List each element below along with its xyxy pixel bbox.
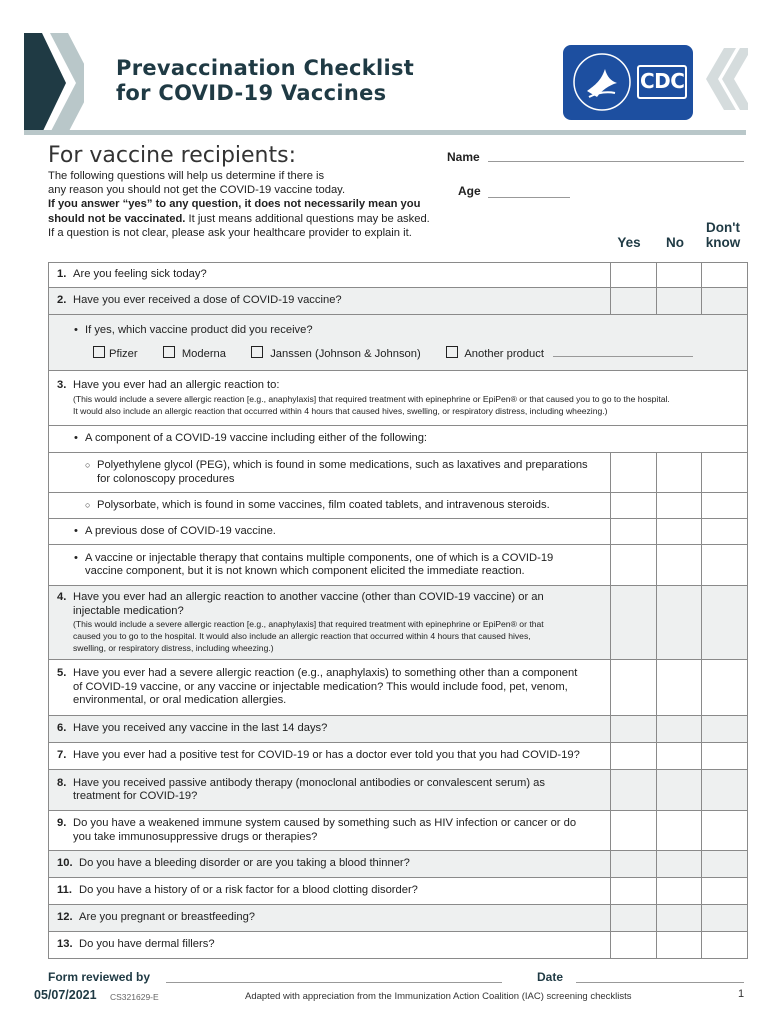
question-11: Do you have a history of or a risk factor for a blood clotting disorder? — [79, 884, 418, 897]
q8-dontknow-box[interactable] — [702, 770, 748, 811]
cdc-logo-text: CDC — [640, 69, 685, 93]
q2-dontknow-box[interactable] — [702, 288, 748, 315]
table-row: 5. Have you ever had a severe allergic reaction (e.g., anaphylaxis) to something other than a component of COVID-19 vaccine, or any vaccine or injectable medication? This would include food, pet, venom, environmental, or oral medication allergies. — [49, 660, 748, 716]
age-label: Age — [458, 184, 481, 198]
option-janssen[interactable]: Janssen (Johnson & Johnson) — [251, 346, 421, 362]
vaccine-product-options — [93, 346, 739, 362]
q6-no-box[interactable] — [657, 716, 702, 743]
age-field[interactable] — [488, 196, 570, 198]
date-field[interactable] — [576, 981, 744, 983]
checkbox-icon — [93, 346, 105, 358]
q4-no-box[interactable] — [657, 586, 702, 660]
q5-yes-box[interactable] — [611, 660, 657, 716]
q11-dontknow-box[interactable] — [702, 878, 748, 905]
q3b-dontknow-box[interactable] — [702, 519, 748, 545]
q3b-no-box[interactable] — [657, 519, 702, 545]
q5-no-box[interactable] — [657, 660, 702, 716]
q4-dontknow-box[interactable] — [702, 586, 748, 660]
page-title — [116, 56, 414, 106]
col-yes: Yes — [617, 235, 641, 250]
table-row: 6. Have you received any vaccine in the last 14 days? — [49, 716, 748, 743]
intro-bold: If you answer “yes” to any question, it does not necessarily mean you should not be vaccinated. — [48, 198, 421, 225]
checkbox-icon — [163, 346, 175, 358]
question-3-note-2: It would also include an allergic reaction that occurred within 4 hours that caused hives, swelling, or respiratory distress, including wheezing.) — [73, 405, 608, 416]
q13-no-box[interactable] — [657, 932, 702, 959]
q11-no-box[interactable] — [657, 878, 702, 905]
q12-yes-box[interactable] — [611, 905, 657, 932]
table-row: 3. Have you ever had an allergic reaction to: (This would include a severe allergic reaction [e.g., anaphylaxis] that required treatment with epinephrine or EpiPen® or that caused you to go to the hospital. It would also include an allergic reaction that occurred within 4 hours that caused hives, swelling, or respiratory distress, including wheezing.) — [49, 371, 748, 426]
question-6: Have you received any vaccine in the last 14 days? — [73, 722, 328, 735]
q9-yes-box[interactable] — [611, 811, 657, 851]
col-dont-know-2: know — [705, 235, 741, 250]
table-row: 9. Do you have a weakened immune system caused by something such as HIV infection or cancer or do you take immunosuppressive drugs or therapies? — [49, 811, 748, 851]
question-4: Have you ever had an allergic reaction to another vaccine (other than COVID-19 vaccine) or an injectable medication? — [73, 591, 544, 617]
question-13: Do you have dermal fillers? — [79, 938, 215, 951]
checkbox-icon — [251, 346, 263, 358]
intro-paragraph — [48, 197, 458, 225]
q10-yes-box[interactable] — [611, 851, 657, 878]
reviewed-by-field[interactable] — [166, 981, 502, 983]
col-dont-know — [700, 220, 746, 250]
checkbox-icon — [446, 346, 458, 358]
form-code: CS321629-E — [110, 992, 159, 1002]
q4-yes-box[interactable] — [611, 586, 657, 660]
footer-credit: Adapted with appreciation from the Immunization Action Coalition (IAC) screening checklists — [245, 991, 632, 1002]
table-row: 4. Have you ever had an allergic reaction to another vaccine (other than COVID-19 vaccine) or an injectable medication? (This would include a severe allergic reaction [e.g., anaphylaxis] that required treatment with epinephrine or EpiPen® or that caused you to go to the hospital. It would also include an allergic reaction that occurred within 4 hours that caused hives, swelling, or respiratory distress, including wheezing.) — [49, 586, 748, 660]
table-row: 1. Are you feeling sick today? — [49, 263, 748, 288]
q10-no-box[interactable] — [657, 851, 702, 878]
table-row: 2. Have you ever received a dose of COVID-19 vaccine? — [49, 288, 748, 315]
q3c-no-box[interactable] — [657, 545, 702, 586]
recipients-intro — [48, 169, 458, 240]
title-line-1: Prevaccination Checklist — [116, 56, 415, 80]
question-4-note-2: caused you to go to the hospital. It would also include an allergic reaction that occurred within 4 hours that caused hives, — [73, 631, 531, 641]
table-row — [49, 315, 748, 371]
question-9: Do you have a weakened immune system caused by something such as HIV infection or cancer or do you take immunosuppressive drugs or therapies? — [73, 817, 577, 843]
recipients-heading: For vaccine recipients: — [48, 143, 297, 168]
table-row: 11. Do you have a history of or a risk factor for a blood clotting disorder? — [49, 878, 748, 905]
table-row — [49, 493, 748, 519]
q3a1-no-box[interactable] — [657, 453, 702, 493]
q3a2-no-box[interactable] — [657, 493, 702, 519]
q9-no-box[interactable] — [657, 811, 702, 851]
q7-dontknow-box[interactable] — [702, 743, 748, 770]
col-no: No — [666, 235, 684, 250]
question-3a: • A component of a COVID-19 vaccine including either of the following: — [85, 432, 427, 444]
q13-dontknow-box[interactable] — [702, 932, 748, 959]
table-row: 8. Have you received passive antibody therapy (monoclonal antibodies or convalescent serum) as treatment for COVID-19? — [49, 770, 748, 811]
question-4-note-3: swelling, or respiratory distress, including wheezing.) — [73, 643, 274, 653]
q10-dontknow-box[interactable] — [702, 851, 748, 878]
form-reviewed-label: Form reviewed by — [48, 970, 151, 984]
q7-yes-box[interactable] — [611, 743, 657, 770]
q5-dontknow-box[interactable] — [702, 660, 748, 716]
q1-no-box[interactable] — [657, 263, 702, 288]
name-field[interactable] — [488, 160, 744, 162]
cdc-logo — [563, 45, 693, 120]
hhs-seal-icon — [571, 51, 633, 113]
q13-yes-box[interactable] — [611, 932, 657, 959]
q3c-yes-box[interactable] — [611, 545, 657, 586]
q2-yes-box[interactable] — [611, 288, 657, 315]
q9-dontknow-box[interactable] — [702, 811, 748, 851]
header-chevron-right — [700, 48, 748, 110]
q3c-dontknow-box[interactable] — [702, 545, 748, 586]
question-2-sub: • If yes, which vaccine product did you receive? — [85, 324, 739, 338]
q2-no-box[interactable] — [657, 288, 702, 315]
question-3c: • A vaccine or injectable therapy that contains multiple components, one of which is a COVID-19 vaccine component, but it is not known which component elicited the immediate reaction. — [85, 552, 602, 579]
question-12: Are you pregnant or breastfeeding? — [79, 911, 256, 924]
option-another[interactable]: Another product — [446, 346, 544, 362]
q8-yes-box[interactable] — [611, 770, 657, 811]
q3a2-dontknow-box[interactable] — [702, 493, 748, 519]
col-dont-know-1: Don't — [706, 220, 740, 235]
question-8: Have you received passive antibody therapy (monoclonal antibodies or convalescent serum) as treatment for COVID-19? — [73, 776, 545, 802]
q6-yes-box[interactable] — [611, 716, 657, 743]
intro-rest: It just means additional questions may be asked. — [185, 212, 430, 225]
question-3b: • A previous dose of COVID-19 vaccine. — [85, 525, 276, 537]
header-chevron-left — [24, 33, 84, 133]
q3a1-dontknow-box[interactable] — [702, 453, 748, 493]
question-3a-peg: ○ Polyethylene glycol (PEG), which is found in some medications, such as laxatives and preparations for colonoscopy procedures — [97, 459, 602, 486]
title-line-2: for COVID-19 Vaccines — [116, 81, 387, 105]
q11-yes-box[interactable] — [611, 878, 657, 905]
name-label: Name — [447, 150, 480, 164]
intro-line-1: The following questions will help us determine if there is — [48, 170, 325, 182]
table-row — [49, 426, 748, 453]
question-5: Have you ever had a severe allergic reaction (e.g., anaphylaxis) to something other than a component of COVID-19 vaccine, or any vaccine or injectable medication? This would include food, pet, venom, environmental, or oral medication allergies. — [73, 667, 578, 707]
q12-no-box[interactable] — [657, 905, 702, 932]
q6-dontknow-box[interactable] — [702, 716, 748, 743]
q3a1-yes-box[interactable] — [611, 453, 657, 493]
question-3-note-1: (This would include a severe allergic reaction [e.g., anaphylaxis] that required treatment with epinephrine or EpiPen® or that caused you to go to the hospital. — [73, 393, 670, 404]
question-7: Have you ever had a positive test for COVID-19 or has a doctor ever told you that you had COVID-19? — [73, 749, 580, 762]
table-row: 13. Do you have dermal fillers? — [49, 932, 748, 959]
question-4-note-1: (This would include a severe allergic reaction [e.g., anaphylaxis] that required treatment with epinephrine or EpiPen® or that — [73, 619, 544, 629]
question-10: Do you have a bleeding disorder or are you taking a blood thinner? — [79, 857, 410, 870]
q8-no-box[interactable] — [657, 770, 702, 811]
table-row — [49, 545, 748, 586]
date-label: Date — [537, 970, 564, 984]
header-rule — [24, 130, 746, 135]
table-row: 10. Do you have a bleeding disorder or are you taking a blood thinner? — [49, 851, 748, 878]
question-1: Are you feeling sick today? — [73, 268, 207, 281]
table-row: 7. Have you ever had a positive test for COVID-19 or has a doctor ever told you that you had COVID-19? — [49, 743, 748, 770]
form-date: 05/07/2021 — [34, 988, 97, 1002]
page-number: 1 — [738, 988, 745, 1000]
option-moderna[interactable]: Moderna — [163, 346, 226, 362]
question-3: Have you ever had an allergic reaction to: — [73, 379, 280, 392]
question-2: Have you ever received a dose of COVID-19 vaccine? — [73, 294, 342, 307]
another-product-field[interactable] — [553, 356, 693, 357]
table-row — [49, 453, 748, 493]
intro-line-2: any reason you should not get the COVID-19 vaccine today. — [48, 184, 346, 197]
q1-dontknow-box[interactable] — [702, 263, 748, 288]
q7-no-box[interactable] — [657, 743, 702, 770]
q3b-yes-box[interactable] — [611, 519, 657, 545]
table-row: 12. Are you pregnant or breastfeeding? — [49, 905, 748, 932]
intro-last: If a question is not clear, please ask your healthcare provider to explain it. — [48, 226, 412, 239]
q3a2-yes-box[interactable] — [611, 493, 657, 519]
option-pfizer[interactable]: Pfizer — [93, 346, 138, 362]
question-3a-polysorbate: ○ Polysorbate, which is found in some vaccines, film coated tablets, and intravenous steroids. — [97, 499, 550, 511]
q12-dontknow-box[interactable] — [702, 905, 748, 932]
q1-yes-box[interactable] — [611, 263, 657, 288]
checklist-table — [48, 262, 748, 959]
table-row — [49, 519, 748, 545]
